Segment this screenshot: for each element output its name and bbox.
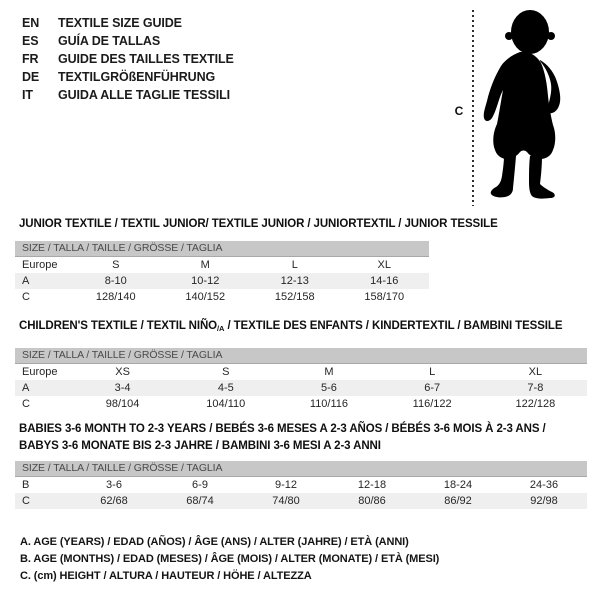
language-code: EN (22, 16, 40, 30)
toddler-silhouette-icon (482, 8, 572, 200)
size-cell: 12-13 (280, 275, 309, 287)
size-cell: 68/74 (186, 495, 214, 507)
language-row-de (22, 68, 234, 86)
size-cell: 14-16 (370, 275, 399, 287)
size-section-2 (15, 421, 587, 509)
size-cell: 12-18 (357, 479, 387, 491)
section-title (15, 319, 587, 336)
size-cell: 7-8 (527, 382, 544, 394)
section-title (15, 217, 498, 231)
size-cell: 8-10 (104, 275, 127, 287)
footnote-a: A. AGE (YEARS) / EDAD (AÑOS) / ÂGE (ANS) / ALTER (JAHRE) / ETÀ (ANNI) (20, 536, 409, 548)
size-header-cell: XL (377, 259, 391, 271)
table-row (15, 396, 587, 412)
size-cell: 80/86 (358, 495, 386, 507)
table-row (15, 477, 587, 493)
guide-title-es: GUÍA DE TALLAS (58, 34, 161, 48)
size-bar-header: SIZE / TALLA / TAILLE / GRÖSSE / TAGLIA (15, 241, 429, 257)
table-row (15, 289, 429, 305)
size-header-cell: XL (528, 366, 543, 378)
row-label: C (22, 398, 30, 410)
size-section-0 (15, 217, 498, 305)
size-header-cell: L (429, 366, 436, 378)
region-label: Europe (22, 366, 58, 378)
size-cell: 10-12 (191, 275, 220, 287)
size-table (15, 364, 587, 412)
footnote-legend (20, 534, 439, 585)
size-cell: 3-6 (106, 479, 122, 491)
size-header-row (15, 257, 429, 273)
size-header-cell: L (291, 259, 298, 271)
row-label: C (22, 495, 30, 507)
guide-title-de: TEXTILGRÖßENFÜHRUNG (58, 70, 216, 84)
size-cell: 116/122 (412, 398, 452, 410)
size-table (15, 477, 587, 509)
size-cell: 86/92 (444, 495, 472, 507)
language-row-en (22, 14, 234, 32)
size-cell: 98/104 (105, 398, 140, 410)
language-list (22, 14, 234, 104)
size-table (15, 257, 429, 305)
row-label: C (22, 291, 30, 303)
language-row-fr (22, 50, 234, 68)
section-title-part: BABYS 3-6 MONATE BIS 2-3 JAHRE / BAMBINI 3-6 MESI A 2-3 ANNI (19, 440, 381, 452)
size-header-cell: XS (115, 366, 130, 378)
size-cell: 110/116 (309, 398, 349, 410)
table-row (15, 380, 587, 396)
section-title-part: BABIES 3-6 MONTH TO 2-3 YEARS / BEBÉS 3-6 MESES A 2-3 AÑOS / BÉBÉS 3-6 MOIS À 2-3 ANS / (19, 423, 546, 435)
footnote-b: B. AGE (MONTHS) / EDAD (MESES) / ÂGE (MOIS) / ALTER (MONATE) / ETÀ (MESI) (20, 553, 440, 565)
size-cell: 152/158 (274, 291, 315, 303)
language-row-es (22, 32, 234, 50)
size-section-1 (15, 319, 587, 412)
size-cell: 122/128 (515, 398, 556, 410)
size-cell: 24-36 (529, 479, 559, 491)
section-title-part: / TEXTILE DES ENFANTS / KINDERTEXTIL / BAMBINI TESSILE (224, 320, 563, 332)
size-cell: 158/170 (364, 291, 405, 303)
size-cell: 92/98 (530, 495, 558, 507)
size-cell: 6-9 (192, 479, 208, 491)
size-cell: 18-24 (443, 479, 473, 491)
size-cell: 104/110 (206, 398, 246, 410)
size-bar-header: SIZE / TALLA / TAILLE / GRÖSSE / TAGLIA (15, 348, 587, 364)
size-header-cell: M (200, 259, 210, 271)
size-cell: 74/80 (272, 495, 300, 507)
size-cell: 6-7 (424, 382, 441, 394)
row-label: A (22, 275, 30, 287)
size-header-cell: S (222, 366, 230, 378)
size-cell: 62/68 (100, 495, 128, 507)
guide-title-en: TEXTILE SIZE GUIDE (58, 16, 182, 30)
language-code: DE (22, 70, 40, 84)
size-header-cell: M (324, 366, 334, 378)
size-header-row (15, 364, 587, 380)
table-row (15, 493, 587, 509)
region-label: Europe (22, 259, 58, 271)
height-measure-label: C (454, 104, 464, 118)
table-row (15, 273, 429, 289)
size-cell: 140/152 (185, 291, 226, 303)
size-cell: 3-4 (114, 382, 131, 394)
footnote-c: C. (cm) HEIGHT / ALTURA / HAUTEUR / HÖHE / ALTEZZA (20, 570, 312, 582)
section-title-part: JUNIOR TEXTILE / TEXTIL JUNIOR/ TEXTILE JUNIOR / JUNIORTEXTIL / JUNIOR TESSILE (19, 218, 498, 230)
row-label: B (22, 479, 30, 491)
size-cell: 9-12 (274, 479, 298, 491)
size-cell: 5-6 (321, 382, 337, 394)
language-code: IT (22, 88, 33, 102)
section-title (15, 421, 587, 455)
section-title-part: /A (217, 324, 225, 333)
row-label: A (22, 382, 30, 394)
size-cell: 128/140 (95, 291, 136, 303)
size-bar-header: SIZE / TALLA / TAILLE / GRÖSSE / TAGLIA (15, 461, 587, 477)
language-code: ES (22, 34, 39, 48)
height-measure-line (472, 10, 474, 206)
language-code: FR (22, 52, 39, 66)
language-row-it (22, 86, 234, 104)
size-header-cell: S (112, 259, 120, 271)
guide-title-fr: GUIDE DES TAILLES TEXTILE (58, 52, 234, 66)
guide-title-it: GUIDA ALLE TAGLIE TESSILI (58, 88, 231, 102)
size-cell: 4-5 (217, 382, 234, 394)
section-title-part: CHILDREN'S TEXTILE / TEXTIL NIÑO (19, 320, 218, 332)
